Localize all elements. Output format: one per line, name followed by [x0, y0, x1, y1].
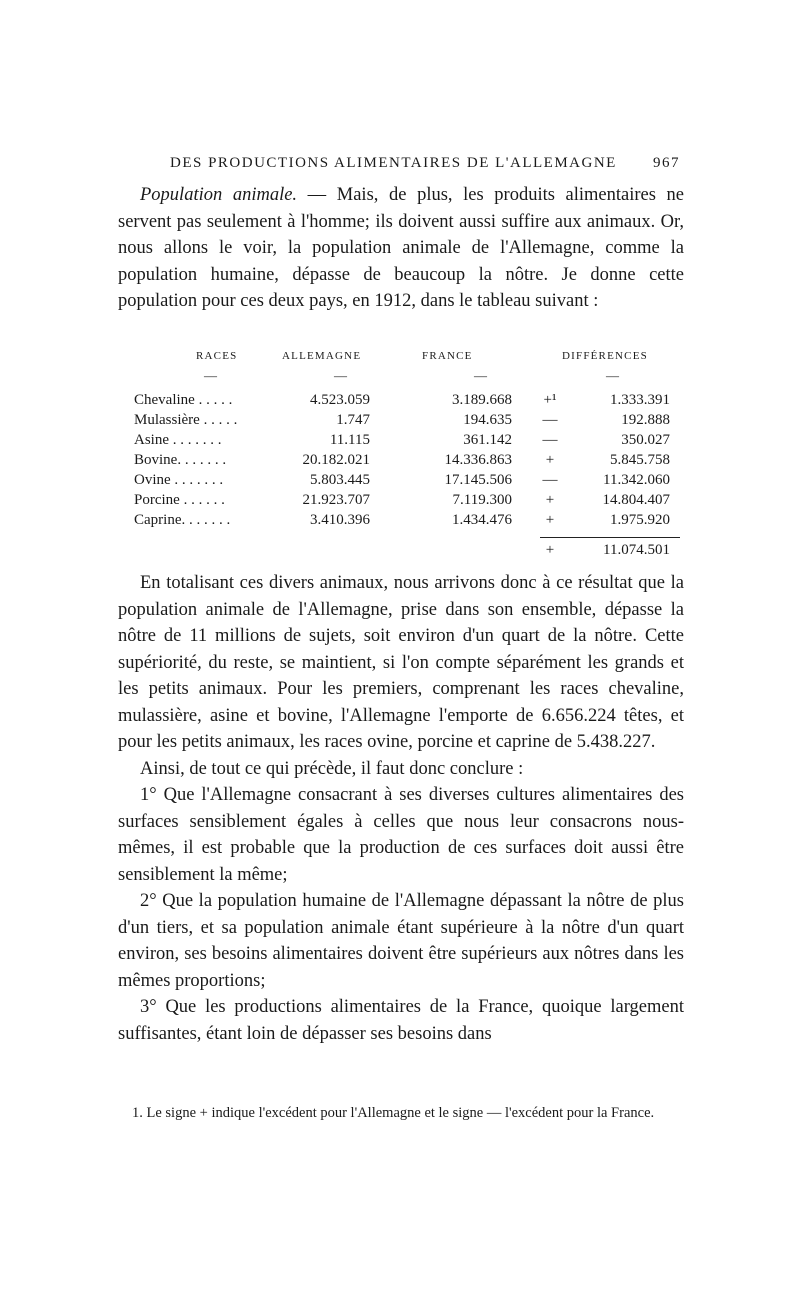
- difference-sign: —: [542, 412, 558, 428]
- paragraph: 2° Que la population humaine de l'Allemagne dépassant la nôtre de plus d'un tiers, et sa population animale étant supérieure à la nôtre d'un quart environ, ses besoins alimentaires doivent être supérieurs aux nôtres dans les mêmes proportions;: [118, 891, 684, 991]
- footnote-text: 1. Le signe + indique l'excédent pour l'Allemagne et le signe — l'excédent pour la France.: [132, 1105, 655, 1121]
- france-value: 14.336.863: [444, 452, 512, 468]
- france-value: 194.635: [463, 412, 512, 428]
- total-rule: [540, 537, 680, 538]
- section-lead: Population animale.: [140, 185, 298, 205]
- allemagne-value: 3.410.396: [310, 512, 370, 528]
- intro-text: — Mais, de plus, les produits alimentaires ne servent pas seulement à l'homme; ils doivent aussi suffire aux animaux. Or, nous allons le voir, la population animale de l'Allemagne, comme la population humaine, dépasse de beaucoup la nôtre. Je donne cette population pour ces deux pays, en 1912, dans le tableau suivant :: [118, 185, 685, 311]
- difference-value: 11.342.060: [603, 472, 670, 488]
- header-dash: —: [606, 368, 619, 383]
- paragraph: 1° Que l'Allemagne consacrant à ses diverses cultures alimentaires des surfaces sensiblement égales à celles que nous leur consacrons nous-mêmes, il est probable que la production de ces surfaces doit aussi être sensiblement la même;: [118, 785, 684, 885]
- difference-value: 1.333.391: [610, 392, 670, 408]
- footnote: [118, 1103, 684, 1124]
- table-row: [130, 492, 680, 512]
- total-row: [130, 542, 680, 562]
- difference-value: 192.888: [621, 412, 670, 428]
- france-value: 3.189.668: [452, 392, 512, 408]
- allemagne-value: 20.182.021: [302, 452, 370, 468]
- race-name: Mulassière . . . . .: [134, 412, 238, 428]
- table-row: [130, 432, 680, 452]
- intro-paragraph: [118, 182, 684, 315]
- total-value: 11.074.501: [603, 542, 670, 558]
- table-row: [130, 412, 680, 432]
- header-dash: —: [474, 368, 487, 383]
- race-name: Porcine . . . . . .: [134, 492, 225, 508]
- race-name: Bovine. . . . . . .: [134, 452, 227, 468]
- paragraph: En totalisant ces divers animaux, nous arrivons donc à ce résultat que la population animale de l'Allemagne, prise dans son ensemble, dépasse la nôtre de 11 millions de sujets, soit environ d'un quart de la nôtre. Cette supériorité, du reste, se maintient, si l'on compte séparément les grands et les petits animaux. Pour les premiers, comprenant les races chevaline, mulassière, asine et bovine, l'Allemagne l'emporte de 6.656.224 têtes, et pour les petits animaux, les races ovine, porcine et caprine de 5.438.227.: [118, 573, 684, 752]
- allemagne-value: 1.747: [336, 412, 370, 428]
- allemagne-value: 21.923.707: [302, 492, 370, 508]
- body-text: [118, 570, 684, 1047]
- header-differences: DIFFÉRENCES: [562, 350, 648, 362]
- header-dash: —: [204, 368, 217, 383]
- allemagne-value: 11.115: [329, 432, 370, 448]
- difference-sign: +: [545, 512, 555, 528]
- paragraph: Ainsi, de tout ce qui précède, il faut donc conclure :: [140, 758, 524, 779]
- difference-value: 5.845.758: [610, 452, 670, 468]
- france-value: 361.142: [463, 432, 512, 448]
- table-row: [130, 472, 680, 492]
- race-name: Caprine. . . . . . .: [134, 512, 231, 528]
- race-name: Asine . . . . . . .: [134, 432, 222, 448]
- difference-sign: +¹: [543, 392, 557, 408]
- allemagne-value: 4.523.059: [310, 392, 370, 408]
- total-sign: +: [545, 542, 555, 558]
- running-title: DES PRODUCTIONS ALIMENTAIRES DE L'ALLEMAGNE: [170, 155, 617, 171]
- france-value: 1.434.476: [452, 512, 512, 528]
- difference-sign: +: [545, 492, 555, 508]
- race-name: Chevaline . . . . .: [134, 392, 233, 408]
- difference-value: 1.975.920: [610, 512, 670, 528]
- header-allemagne: ALLEMAGNE: [282, 350, 362, 362]
- header-dash: —: [334, 368, 347, 383]
- difference-value: 350.027: [621, 432, 670, 448]
- allemagne-value: 5.803.445: [310, 472, 370, 488]
- race-name: Ovine . . . . . . .: [134, 472, 224, 488]
- paragraph: 3° Que les productions alimentaires de la France, quoique largement suffisantes, étant loin de dépasser ses besoins dans: [118, 997, 684, 1044]
- table-row: [130, 512, 680, 532]
- difference-value: 14.804.407: [602, 492, 670, 508]
- table-row: [130, 392, 680, 412]
- header-france: FRANCE: [422, 350, 473, 362]
- difference-sign: —: [542, 432, 558, 448]
- difference-sign: —: [542, 472, 558, 488]
- header-races: RACES: [196, 350, 238, 362]
- difference-sign: +: [545, 452, 555, 468]
- france-value: 17.145.506: [444, 472, 512, 488]
- france-value: 7.119.300: [452, 492, 512, 508]
- table-row: [130, 452, 680, 472]
- page-number: 967: [653, 155, 680, 171]
